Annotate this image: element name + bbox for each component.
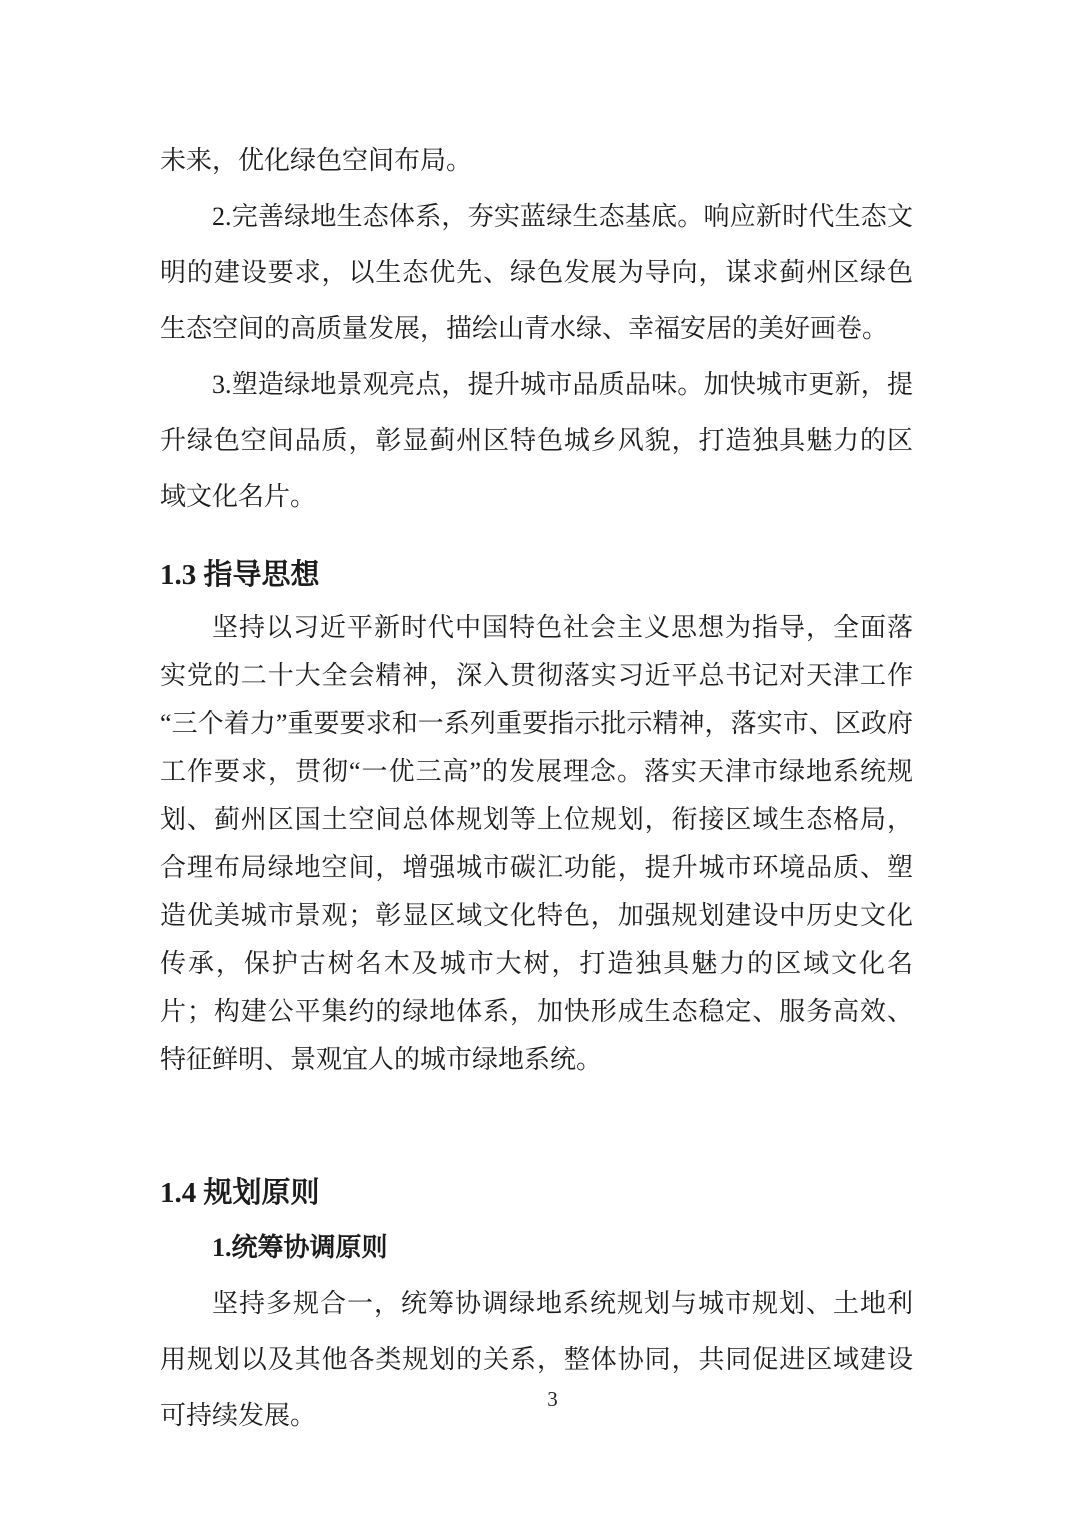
page-content (160, 133, 913, 1444)
page-footer (160, 1386, 913, 1412)
section-goals-continuation (160, 133, 913, 525)
paragraph-guiding-ideology: 坚持以习近平新时代中国特色社会主义思想为指导，全面落实党的二十大全会精神，深入贯彻落实习近平总书记对天津工作“三个着力”重要要求和一系列重要指示批示精神，落实市、区政府工作要求，贯彻“一优三高”的发展理念。落实天津市绿地系统规划、蓟州区国土空间总体规划等上位规划，衔接区域生态格局，合理布局绿地空间，增强城市碳汇功能，提升城市环境品质、塑造优美城市景观；彰显区域文化特色，加强规划建设中历史文化传承，保护古树名木及城市大树，打造独具魅力的区域文化名片；构建公平集约的绿地体系，加快形成生态稳定、服务高效、特征鲜明、景观宜人的城市绿地系统。 (160, 613, 913, 1074)
page-number: 3 (547, 1387, 558, 1411)
subsection-heading-coordination-principle: 1.统筹协调原则 (212, 1233, 388, 1262)
paragraph-goal-2: 2.完善绿地生态体系，夯实蓝绿生态基底。响应新时代生态文明的建设要求，以生态优先、绿色发展为导向，谋求蓟州区绿色生态空间的高质量发展，描绘山青水绿、幸福安居的美好画卷。 (160, 202, 913, 343)
section-heading-1-3: 1.3 指导思想 (160, 559, 320, 591)
paragraph-coordination-principle: 坚持多规合一，统筹协调绿地系统规划与城市规划、土地利用规划以及其他各类规划的关系，整体协同，共同促进区域建设可持续发展。 (160, 1289, 913, 1430)
section-heading-1-4: 1.4 规划原则 (160, 1177, 320, 1209)
paragraph-carryover: 未来，优化绿色空间布局。 (160, 146, 473, 175)
paragraph-goal-3: 3.塑造绿地景观亮点，提升城市品质品味。加快城市更新，提升绿色空间品质，彰显蓟州区特色城乡风貌，打造独具魅力的区域文化名片。 (160, 370, 913, 511)
section-1-3-guiding-ideology (160, 557, 913, 1084)
